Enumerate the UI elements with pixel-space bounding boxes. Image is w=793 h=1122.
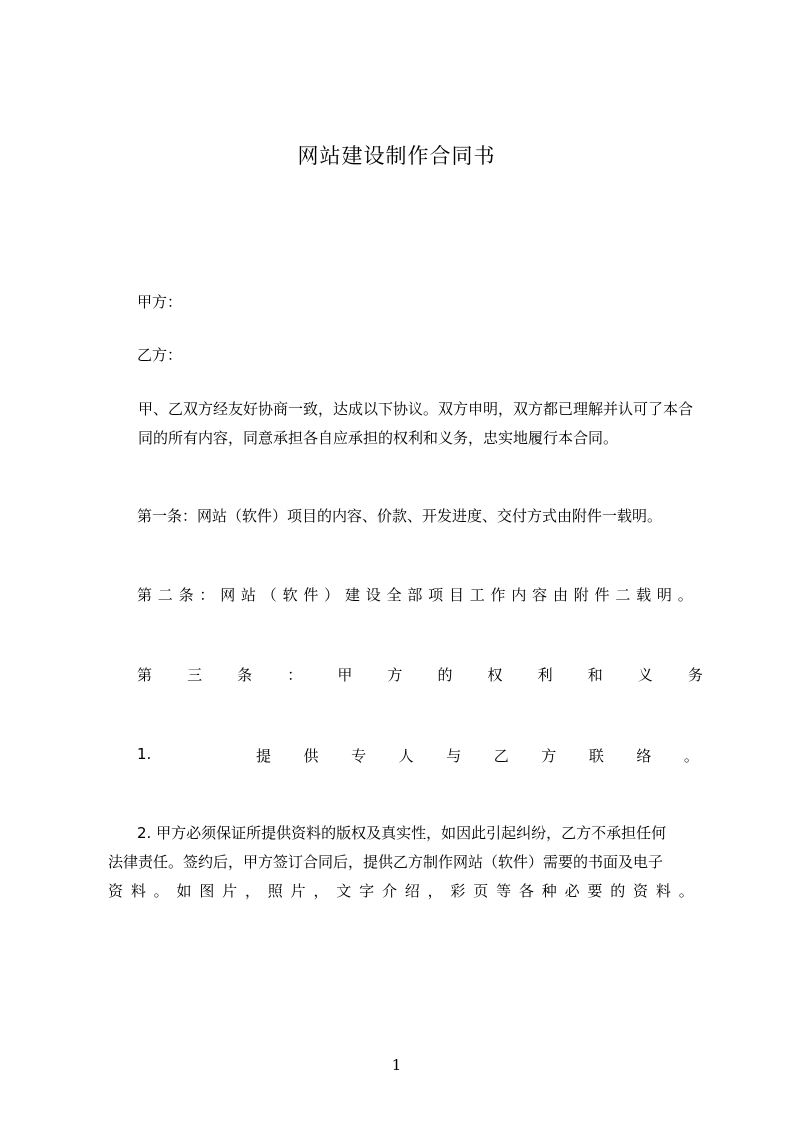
glyph: 条 [178,586,194,604]
glyph: 方 [387,666,403,684]
glyph: ， [427,882,443,900]
glyph: 二 [157,586,173,604]
glyph: 片 [290,882,306,900]
clause-2 [137,584,693,605]
glyph: ： [287,666,303,684]
glyph: ） [324,586,340,604]
glyph: 彩 [450,882,466,900]
intro-text: 甲、乙双方经友好协商一致，达成以下协议。双方申明，双方都已理解并认可了本合同的所有内容，同意承担各自应承担的权利和义务，忠实地履行本合同。 [138,400,694,447]
item-1-text [256,745,699,766]
document-title: 网站建设制作合同书 [297,144,496,168]
item-2-line-2: 法律责任。签约后，甲方签订合同后，提供乙方制作网站（软件）需要的书面及电子 [108,853,664,871]
glyph: 。 [153,882,169,900]
glyph: 件 [594,586,610,604]
glyph: 权 [487,666,503,684]
glyph: 设 [365,586,381,604]
glyph: 明 [656,586,672,604]
glyph: 要 [587,882,603,900]
page-number: 1 [391,1056,402,1074]
glyph: 料 [655,882,671,900]
glyph: 站 [240,586,256,604]
glyph: 的 [437,666,453,684]
item-1-number: 1. [137,745,152,763]
glyph: 作 [490,586,506,604]
glyph: ： [199,586,215,604]
party-b-label: 乙方： [137,346,183,364]
glyph: 载 [636,586,652,604]
glyph: 。 [683,747,699,765]
glyph: 网 [220,586,236,604]
glyph: 三 [187,666,203,684]
glyph: 等 [496,882,512,900]
glyph: 建 [344,586,360,604]
glyph: 条 [237,666,253,684]
clause-3 [137,664,703,685]
glyph: 图 [199,882,215,900]
glyph: 第 [137,666,153,684]
glyph: 的 [610,882,626,900]
party-a-label: 甲方： [137,293,183,311]
glyph: 必 [564,882,580,900]
glyph: ， [244,882,260,900]
glyph: 内 [511,586,527,604]
glyph: 料 [130,882,146,900]
glyph: 乙 [493,747,509,765]
glyph: 第 [137,586,153,604]
glyph: 项 [428,586,444,604]
glyph: （ [261,586,277,604]
glyph: 由 [552,586,568,604]
glyph: 二 [615,586,631,604]
glyph: 页 [473,882,489,900]
glyph: 甲 [337,666,353,684]
glyph: 方 [541,747,557,765]
glyph: 专 [351,747,367,765]
glyph: 绍 [404,882,420,900]
glyph: 资 [108,882,124,900]
glyph: 软 [282,586,298,604]
glyph: 资 [633,882,649,900]
glyph: 部 [407,586,423,604]
glyph: 件 [303,586,319,604]
glyph: 介 [381,882,397,900]
glyph: 全 [386,586,402,604]
glyph: 容 [532,586,548,604]
glyph: 利 [537,666,553,684]
glyph: 种 [541,882,557,900]
glyph: 目 [448,586,464,604]
glyph: 。 [677,586,693,604]
glyph: 提 [256,747,272,765]
intro-paragraph [108,395,705,453]
glyph: 人 [398,747,414,765]
glyph: 工 [469,586,485,604]
glyph: 字 [359,882,375,900]
glyph: ， [313,882,329,900]
glyph: 。 [678,882,694,900]
glyph: 务 [687,666,703,684]
glyph: 附 [573,586,589,604]
glyph: 联 [588,747,604,765]
glyph: 文 [336,882,352,900]
glyph: 络 [636,747,652,765]
glyph: 与 [446,747,462,765]
glyph: 各 [518,882,534,900]
glyph: 照 [267,882,283,900]
glyph: 义 [637,666,653,684]
item-2-line-3 [108,880,694,901]
clause-1: 第一条：网站（软件）项目的内容、价款、开发进度、交付方式由附件一载明。 [137,507,663,525]
glyph: 片 [222,882,238,900]
glyph: 如 [176,882,192,900]
item-2-line-1: 2. 甲方必须保证所提供资料的版权及真实性，如因此引起纠纷，乙方不承担任何 [137,824,667,842]
glyph: 和 [587,666,603,684]
glyph: 供 [303,747,319,765]
